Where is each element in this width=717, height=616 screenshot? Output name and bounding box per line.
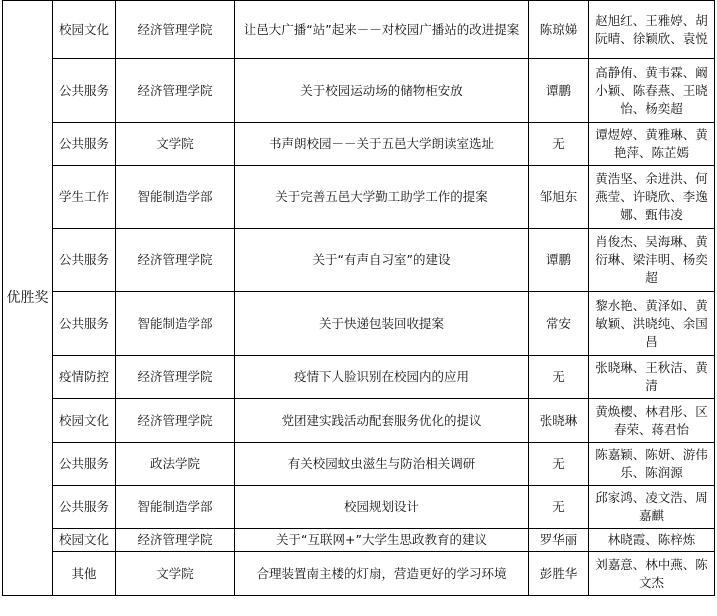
members-cell: 黄浩坚、余进洪、何燕莹、许晓欣、李逸娜、甄伟凌 (589, 166, 715, 229)
category-cell: 校园文化 (53, 529, 116, 552)
category-cell: 学生工作 (53, 166, 116, 229)
proposal-title-cell: 党团建实践活动配套服务优化的提议 (235, 399, 529, 443)
members-cell: 黄焕樱、林君彤、区春荣、蒋君怡 (589, 399, 715, 443)
leader-cell: 彭胜华 (529, 552, 589, 596)
proposal-title-cell: 书声朗校园－－关于五邑大学朗读室选址 (235, 123, 529, 166)
leader-cell: 谭鹏 (529, 229, 589, 292)
proposal-title-cell: 关于完善五邑大学勤工助学工作的提案 (235, 166, 529, 229)
leader-cell: 邹旭东 (529, 166, 589, 229)
table-row (3, 356, 715, 399)
members-cell: 肖俊杰、吴海琳、黄衍琳、梁沣明、杨奕超 (589, 229, 715, 292)
proposal-title-cell: 关于“有声自习室”的建设 (235, 229, 529, 292)
table-row (3, 123, 715, 166)
proposal-title-cell: 让邑大广播“站”起来－－对校园广播站的改进提案 (235, 1, 529, 59)
category-cell: 公共服务 (53, 229, 116, 292)
table-row (3, 443, 715, 486)
proposal-title-cell: 关于校园运动场的储物柜安放 (235, 59, 529, 123)
category-cell: 公共服务 (53, 443, 116, 486)
members-cell: 林晓霞、陈梓炼 (589, 529, 715, 552)
college-cell: 智能制造学部 (116, 292, 235, 356)
table-row (3, 59, 715, 123)
proposal-title-cell: 疫情下人脸识别在校园内的应用 (235, 356, 529, 399)
leader-cell: 无 (529, 443, 589, 486)
college-cell: 智能制造学部 (116, 486, 235, 529)
leader-cell: 罗华丽 (529, 529, 589, 552)
college-cell: 政法学院 (116, 443, 235, 486)
leader-cell: 张晓琳 (529, 399, 589, 443)
college-cell: 经济管理学院 (116, 229, 235, 292)
award-level-cell: 优胜奖 (3, 1, 53, 596)
college-cell: 经济管理学院 (116, 59, 235, 123)
college-cell: 文学院 (116, 123, 235, 166)
college-cell: 经济管理学院 (116, 356, 235, 399)
table-row (3, 292, 715, 356)
college-cell: 经济管理学院 (116, 1, 235, 59)
members-cell: 张晓琳、王秋洁、黄清 (589, 356, 715, 399)
leader-cell: 谭鹏 (529, 59, 589, 123)
proposal-title-cell: 校园规划设计 (235, 486, 529, 529)
college-cell: 智能制造学部 (116, 166, 235, 229)
leader-cell: 陈琼娣 (529, 1, 589, 59)
table-row (3, 1, 715, 59)
college-cell: 经济管理学院 (116, 399, 235, 443)
proposal-title-cell: 关于快递包装回收提案 (235, 292, 529, 356)
members-cell: 谭煜婷、黄雅琳、黄艳萍、陈芷嫣 (589, 123, 715, 166)
proposal-title-cell: 有关校园蚊虫滋生与防治相关调研 (235, 443, 529, 486)
category-cell: 其他 (53, 552, 116, 596)
members-cell: 高静侑、黄韦霖、阚小颖、陈春燕、王晓怡、杨奕超 (589, 59, 715, 123)
category-cell: 公共服务 (53, 486, 116, 529)
table-row (3, 486, 715, 529)
college-cell: 经济管理学院 (116, 529, 235, 552)
category-cell: 公共服务 (53, 59, 116, 123)
proposal-title-cell: 合理装置南主楼的灯扇，营造更好的学习环境 (235, 552, 529, 596)
members-cell: 陈嘉颖、陈妍、游伟乐、陈润源 (589, 443, 715, 486)
category-cell: 公共服务 (53, 292, 116, 356)
members-cell: 邱家鸿、凌文浩、周嘉麒 (589, 486, 715, 529)
table-row (3, 166, 715, 229)
table-row (3, 229, 715, 292)
category-cell: 公共服务 (53, 123, 116, 166)
category-cell: 疫情防控 (53, 356, 116, 399)
category-cell: 校园文化 (53, 1, 116, 59)
leader-cell: 无 (529, 356, 589, 399)
award-table (2, 0, 715, 596)
proposal-title-cell: 关于“互联网+”大学生思政教育的建议 (235, 529, 529, 552)
category-cell: 校园文化 (53, 399, 116, 443)
college-cell: 文学院 (116, 552, 235, 596)
leader-cell: 无 (529, 486, 589, 529)
table-row (3, 399, 715, 443)
leader-cell: 常安 (529, 292, 589, 356)
table-row (3, 529, 715, 552)
members-cell: 黎水艳、黄泽如、黄敏颖、洪晓纯、余国昌 (589, 292, 715, 356)
leader-cell: 无 (529, 123, 589, 166)
table-row (3, 552, 715, 596)
members-cell: 赵旭红、王雅婷、胡阮晴、徐颖欣、袁悦 (589, 1, 715, 59)
members-cell: 刘嘉意、林中燕、陈文杰 (589, 552, 715, 596)
